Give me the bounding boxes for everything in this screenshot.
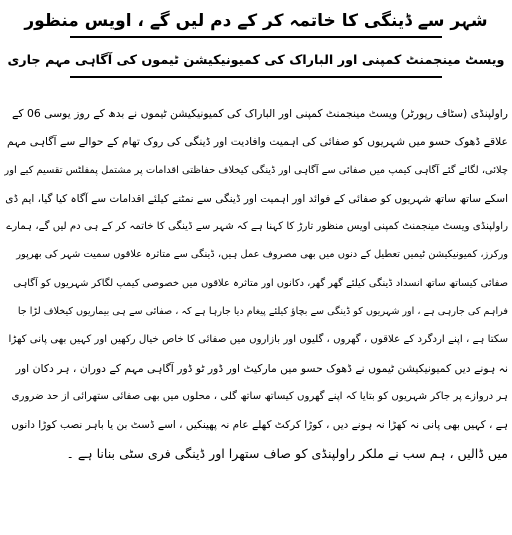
article-line: ہے ، کہیں بھی پانی نہ کھڑا نہ ہونے دیں ، کوڑا کرکٹ کھلے عام نہ پھینکیں ، اسے ڈسٹ بن یا باہر نصب کوڑا دانوں	[11, 419, 508, 432]
headline-secondary: ویسٹ مینجمنٹ کمپنی اور الباراک کی کمیونیکیشن ٹیموں کی آگاہی مہم جاری	[7, 53, 505, 68]
headline-underline-primary	[70, 36, 442, 38]
headline-primary: شہر سے ڈینگی کا خاتمہ کر کے دم لیں گے ، اویس منظور	[24, 11, 488, 31]
article-line: علاقے ڈھوک حسو میں شہریوں کو صفائی کی اہمیت وافادیت اور ڈینگی کی روک تھام کے حوالے سے آگاہی مہم	[6, 135, 508, 149]
article-line: راولپنڈی ویسٹ مینجمنٹ کمپنی اویس منظور تارڑ کا کہنا ہے کہ شہر سے ڈینگی کا خاتمہ کر کے ہی دم لیں گے، ہمارے	[6, 221, 508, 233]
article-line: صفائی کیساتھ ساتھ انسداد ڈینگی کیلئے گھر گھر، دکانوں اور متاثرہ علاقوں میں خصوصی کیمپ لگاکر شہریوں کو آگاہی	[13, 277, 508, 289]
article-line: میں ڈالیں ، ہم سب نے ملکر راولپنڈی کو صاف ستھرا اور ڈینگی فری سٹی بنانا ہے ۔	[66, 445, 508, 461]
article-line: سکتا ہے ، اپنے اردگرد کے علاقوں ، گھروں ، گلیوں اور بازاروں میں صفائی کا خاص خیال رکھیں اور کہیں بھی پانی کھڑا	[8, 334, 508, 346]
article-body	[4, 100, 508, 468]
article-line: نہ ہونے دیں کمیونیکیشن ٹیموں نے ڈھوک حسو میں مارکیٹ اور ڈور ٹو ڈور آگاہی مہم کے دوران ، ہر دکان اور	[15, 361, 508, 375]
headline-underline-secondary	[70, 76, 442, 78]
article-line: ہر دروازے پر جاکر شہریوں کو بتایا کہ اپنے گھروں کیساتھ ساتھ گلی ، محلوں میں بھی صفائی ستھرائی از حد ضروری	[11, 390, 508, 402]
article-line: ورکرز، کمیونیکیشن ٹیمیں تعطیل کے دنوں میں بھی مصروف عمل ہیں، ڈینگی سے متاثرہ علاقوں سمیت شہر کی بھرپور	[16, 249, 508, 261]
article-line: اسکے ساتھ ساتھ شہریوں کو صفائی کے فوائد اور اہمیت اور ڈینگی سے نمٹنے کیلئے اقدامات سے آگاہ کیا گیا، ایم ڈی	[5, 192, 508, 205]
article-line: راولپنڈی (سٹاف رپورٹر) ویسٹ مینجمنٹ کمپنی اور الباراک کی کمیونیکیشن ٹیموں نے بدھ کے روز یوسی 06 کے	[12, 107, 508, 120]
article-line: فراہم کی جارہی ہے ، اور شہریوں کو ڈینگی سے بچاؤ کیلئے پیغام دیا جارہا ہے کہ ، صفائی سے ہی بیماریوں کیخلاف لڑا جا	[17, 306, 508, 318]
article-line: چلائی، لگائے گئے آگاہی کیمپ میں صفائی سے آگاہی اور ڈینگی کیخلاف حفاظتی اقدامات پر مشتمل پمفلٹس تقسیم کیے اور	[4, 164, 508, 176]
